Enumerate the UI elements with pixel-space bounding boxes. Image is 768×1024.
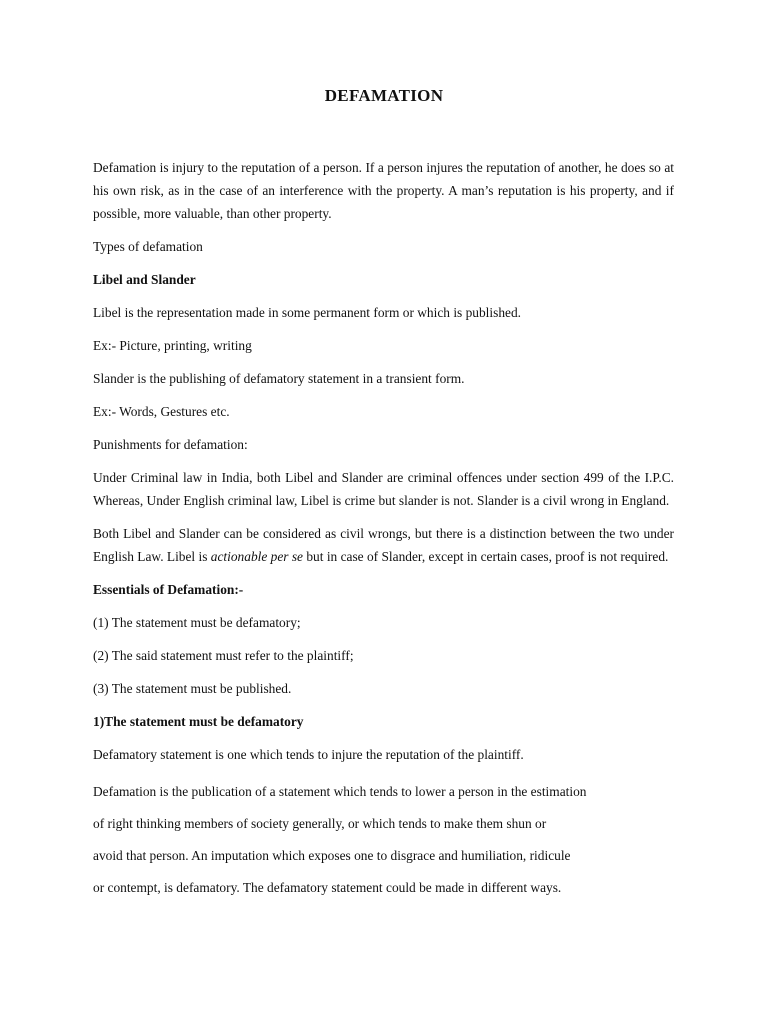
- section1-heading: 1)The statement must be defamatory: [93, 714, 304, 729]
- intro-paragraph: Defamation is injury to the reputation of a person. If a person injures the reputation of another, he does so at his own risk, as in the case of an interference with the property. A man’s reputation is his property, and if possible, more valuable, than other property.: [93, 160, 674, 221]
- section1-line: of right thinking members of society generally, or which tends to make them shun or: [93, 816, 547, 831]
- criminal-law-paragraph: Under Criminal law in India, both Libel and Slander are criminal offences under section 499 of the I.P.C. Whereas, Under English criminal law, Libel is crime but slander is not. Slander is a civil wrong in England.: [93, 470, 674, 508]
- essential-item-3: (3) The statement must be published.: [93, 681, 292, 696]
- section1-line: avoid that person. An imputation which exposes one to disgrace and humiliation, ridicule: [93, 848, 571, 863]
- libel-definition: Libel is the representation made in some permanent form or which is published.: [93, 305, 522, 320]
- civil-text-before: Both Libel and Slander can be considered as civil wrongs, but there is a distinction between the two under English Law. Libel is: [93, 526, 674, 564]
- essential-item-1: (1) The statement must be defamatory;: [93, 615, 301, 630]
- essentials-heading: Essentials of Defamation:-: [93, 582, 244, 597]
- section1-line: Defamation is the publication of a statement which tends to lower a person in the estimation: [93, 784, 587, 799]
- civil-wrongs-paragraph: [93, 522, 674, 568]
- libel-slander-heading: Libel and Slander: [93, 272, 196, 287]
- essential-item-2: (2) The said statement must refer to the plaintiff;: [93, 648, 354, 663]
- page-title: DEFAMATION: [324, 86, 444, 105]
- civil-text-italic: actionable per se: [210, 549, 304, 564]
- slander-example: Ex:- Words, Gestures etc.: [93, 404, 230, 419]
- section1-line: or contempt, is defamatory. The defamatory statement could be made in different ways.: [93, 880, 562, 895]
- slander-definition: Slander is the publishing of defamatory statement in a transient form.: [93, 371, 465, 386]
- types-heading: Types of defamation: [93, 239, 203, 254]
- punishments-heading: Punishments for defamation:: [93, 437, 248, 452]
- document-body: [93, 156, 674, 904]
- section1-paragraph: Defamatory statement is one which tends to injure the reputation of the plaintiff.: [93, 747, 524, 762]
- civil-text-after: but in case of Slander, except in certain cases, proof is not required.: [303, 549, 669, 564]
- libel-example: Ex:- Picture, printing, writing: [93, 338, 252, 353]
